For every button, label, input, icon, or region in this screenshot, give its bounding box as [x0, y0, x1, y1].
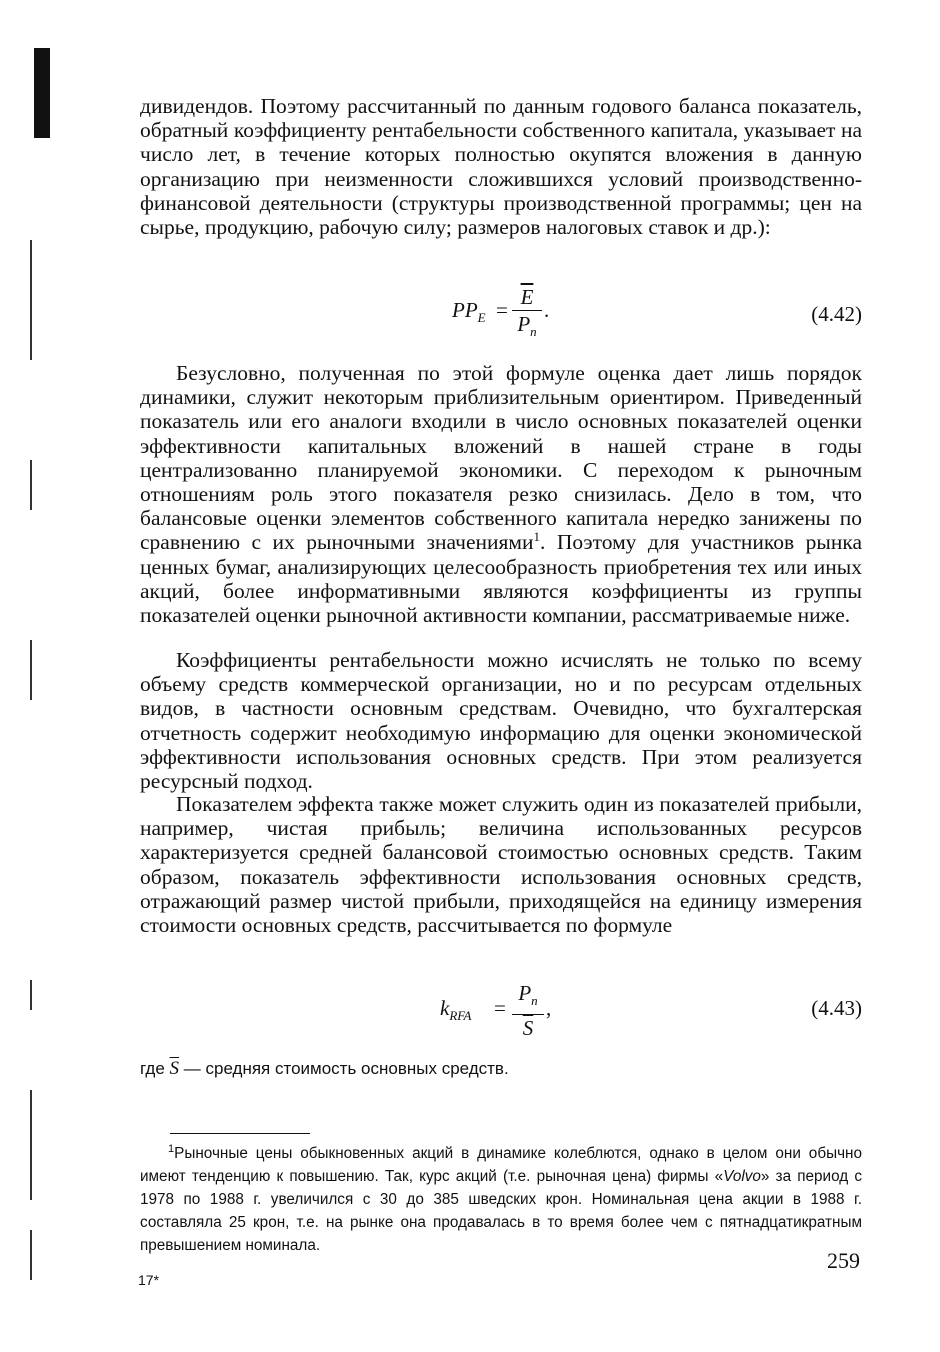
formula-trail: , — [546, 996, 552, 1020]
scan-edge-line — [30, 460, 32, 510]
footnote — [140, 1138, 862, 1257]
formula-lhs-main: k — [440, 996, 450, 1020]
paragraph-3-text: Коэффициенты рентабельности можно исчислять не только по всему объему средств коммерческой организации, но и по ресурсам отдельных видов, в частности основным средствам. Очевидно, что бухгалтерская отчетность содержит необходимую информацию для оценки экономической эффективности использования основных средств. При этом реализуется ресурсный подход. — [140, 648, 862, 794]
scan-edge-line — [30, 980, 32, 1010]
paragraph-2 — [140, 361, 862, 627]
formula-num-sub: n — [531, 993, 538, 1009]
formula-lhs-sub: E — [477, 310, 486, 326]
formula-denominator: S — [522, 1016, 534, 1041]
paragraph-4-text: Показателем эффекта также может служить один из показателей прибыли, например, чистая прибыль; величина использованных ресурсов характеризуется средней балансовой стоимостью основных средств. Таким образом, показатель эффективности использования основных средств, отражающий размер чистой прибыли, приходящейся на единицу измерения стоимости основных средств, рассчитывается по формуле — [140, 792, 862, 938]
page-number: 259 — [827, 1248, 860, 1273]
printer-signature: 17* — [138, 1272, 160, 1288]
footnote-text-a: Рыночные цены обыкновенных акций в динамике колеблются, однако в целом они обычно имеют тенденцию к повышению. Так, курс акций (т.е. рыночная цена) фирмы « — [140, 1145, 862, 1186]
where-clause — [140, 1058, 509, 1080]
paragraph-2-part-a: Безусловно, полученная по этой формуле оценка дает лишь порядок динамики, служит некоторым приблизительным ориентиром. Приведенный показатель или его аналоги входили в число основных показателей оценки эффективности капитальных вложений в нашей стране в годы централизованно планируемой экономики. С переходом к рыночным отношениям роль этого показателя резко снизилась. Дело в том, что балансовые оценки элементов собственного капитала нередко занижены по сравнению с их рыночными значениями — [140, 361, 862, 555]
formula-fraction — [512, 980, 544, 1041]
footnote-reference: 1 — [533, 529, 541, 545]
formula-lhs — [440, 996, 471, 1024]
paragraph-3 — [140, 648, 862, 793]
paragraph-2-part-b: . Поэтому для участников рынка ценных бумаг, анализирующих целесообразность приобретения тех или иных акций, более информативными являются коэффициенты из группы показателей оценки рыночной активности компании, рассматриваемые ниже. — [140, 530, 863, 628]
equation-number: (4.43) — [811, 996, 862, 1020]
footnote-mark: 1 — [168, 1143, 175, 1155]
formula-numerator: $\overline{E}$ — [512, 284, 542, 311]
footnote-rule — [170, 1133, 310, 1134]
footnote-text-b: » за период с 1978 по 1988 г. увеличился с 30 до 385 шведских крон. Номинальная цена акции в 1988 г. составляла 25 крон, т.е. на рынке она продавалась в то время более чем с пятнадцатикратным превышением номинала. — [140, 1168, 862, 1255]
formula-trail: . — [544, 298, 550, 322]
formula-lhs-main: PP — [452, 298, 478, 322]
scan-edge-line — [30, 1230, 32, 1280]
where-prefix: где — [140, 1059, 165, 1078]
paragraph-4 — [140, 792, 862, 937]
formula-denominator — [512, 311, 542, 345]
footnote-brand: Volvo — [723, 1168, 761, 1186]
formula-4-43 — [140, 976, 862, 1042]
formula-fraction — [512, 284, 542, 345]
scan-binding-shadow — [34, 48, 50, 138]
formula-numerator — [512, 980, 544, 1015]
formula-num-main: P — [518, 981, 532, 1005]
paragraph-2-text — [140, 361, 862, 627]
where-symbol: $\overline{S}$ — [169, 1058, 180, 1079]
scan-edge-line — [30, 240, 32, 360]
formula-lhs — [452, 298, 486, 326]
equation-number: (4.42) — [811, 302, 862, 326]
scan-edge-line — [30, 640, 32, 700]
formula-den-main: P — [517, 312, 531, 336]
formula-equals: = — [496, 298, 508, 322]
formula-equals: = — [494, 996, 506, 1020]
formula-den-sub: n — [530, 324, 537, 340]
paragraph-1 — [140, 94, 862, 239]
formula-lhs-sub: RFA — [449, 1008, 472, 1024]
where-text: — средняя стоимость основных средств. — [183, 1059, 509, 1078]
paragraph-1-text: дивидендов. Поэтому рассчитанный по данным годового баланса показатель, обратный коэффициенту рентабельности собственного капитала, указывает на число лет, в течение которых полностью окупятся вложения в данную организацию при неизменности сложившихся условий производственно-финансовой деятельности (структуры производственной программы; цен на сырье, продукцию, рабочую силу; размеров налоговых ставок и др.): — [140, 94, 862, 240]
formula-4-42 — [140, 284, 862, 344]
scan-edge-line — [30, 1090, 32, 1200]
